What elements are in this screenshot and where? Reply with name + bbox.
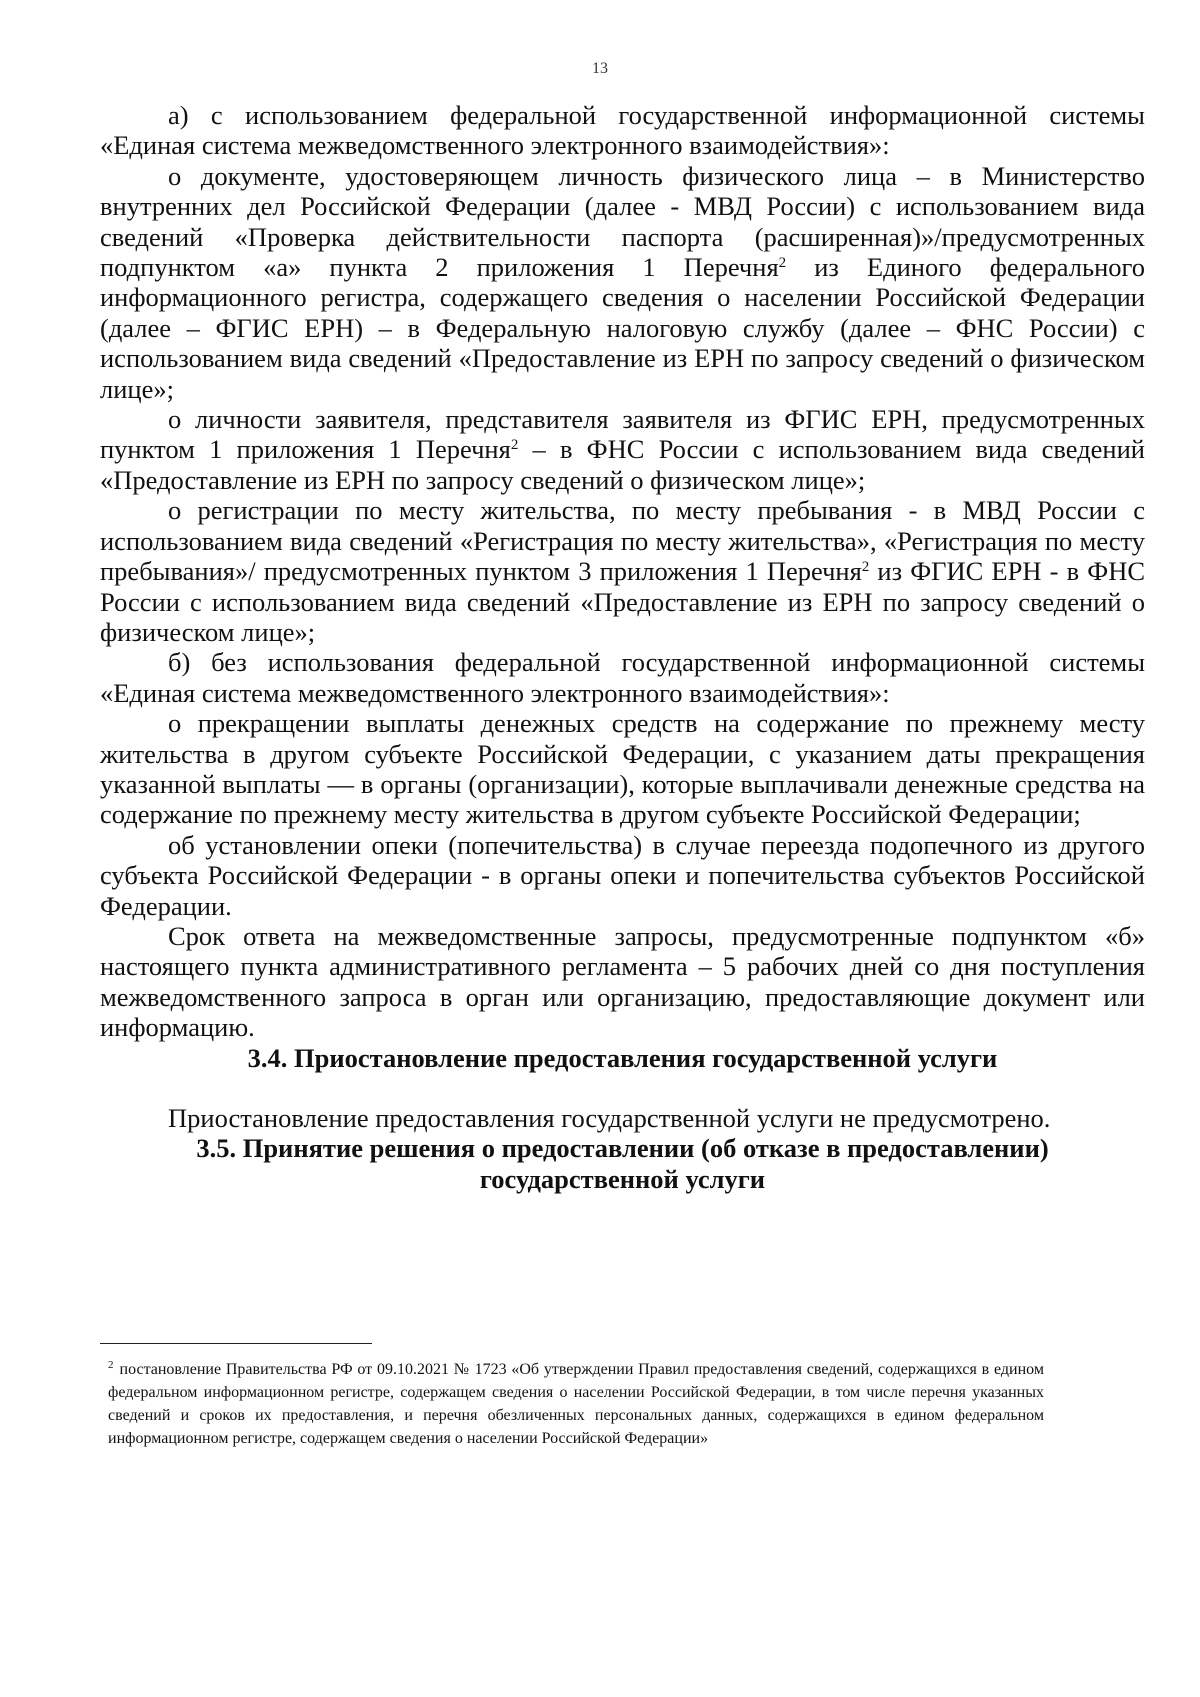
- section-heading-line: 3.5. Принятие решения о предоставлении (об отказе в предоставлении): [196, 1133, 1049, 1164]
- footnote-mark: 2: [108, 1359, 114, 1371]
- paragraph: Срок ответа на межведомственные запросы, предусмотренные подпунктом «б» настоящего пункта административного регламента – 5 рабочих дней со дня поступления межведомственного запроса в орган или организацию, предоставляющие документ или информацию.: [100, 920, 1145, 1043]
- section-heading-3-4: 3.4. Приостановление предоставления государственной услуги: [247, 1042, 998, 1073]
- section-paragraph: Приостановление предоставления государственной услуги не предусмотрено.: [168, 1103, 1051, 1133]
- paragraph: [100, 495, 1145, 647]
- paragraph: [100, 404, 1145, 495]
- paragraph-text: из Единого федерального информационного регистра, содержащего сведения о населении Российской Федерации (далее – ФГИС ЕРН) – в Федеральную налоговую службу (далее – ФНС России) с использованием вида сведений «Предоставление из ЕРН по запросу сведений о физическом лице»;: [100, 252, 1145, 404]
- page-number: 13: [592, 60, 608, 77]
- footnote-text: постановление Правительства РФ от 09.10.2021 № 1723 «Об утверждении Правил предоставления сведений, содержащихся в едином федеральном информационном регистре, содержащем сведения о населении Российской Федерации, в том числе перечня указанных сведений и сроков их предоставления, и перечня обезличенных персональных данных, содержащихся в едином федеральном информационном регистре, содержащем сведения о населении Российской Федерации»: [108, 1361, 1044, 1447]
- paragraph-text: о личности заявителя, представителя заявителя из ФГИС ЕРН, предусмотренных пунктом 1 приложения 1 Перечня: [100, 404, 1145, 465]
- paragraph-text: – в ФНС России с использованием вида сведений «Предоставление из ЕРН по запросу сведений о физическом лице»;: [100, 434, 1145, 495]
- body-text: [100, 100, 1145, 1194]
- paragraph: [100, 161, 1145, 404]
- footnote-reference: 2: [778, 255, 787, 272]
- paragraph-text: о регистрации по месту жительства, по месту пребывания - в МВД России с использованием вида сведений «Регистрация по месту жительства», «Регистрация по месту пребывания»/ предусмотренных пунктом 3 приложения 1 Перечня: [100, 495, 1145, 587]
- paragraph-text: из ФГИС ЕРН - в ФНС России с использованием вида сведений «Предоставление из ЕРН по запросу сведений о физическом лице»;: [100, 556, 1146, 647]
- paragraph-text: о документе, удостоверяющем личность физического лица – в Министерство внутренних дел Российской Федерации (далее - МВД России) с использованием вида сведений «Проверка действительности паспорта (расширенная)»/предусмотренных подпунктом «а» пункта 2 приложения 1 Перечня: [100, 160, 1145, 283]
- paragraph: о прекращении выплаты денежных средств на содержание по прежнему месту жительства в другом субъекте Российской Федерации, с указанием даты прекращения указанной выплаты — в органы (организации), которые выплачивали денежные средства на содержание по прежнему месту жительства в другом субъекте Российской Федерации;: [100, 708, 1145, 830]
- section-heading-3-5: [100, 1133, 1145, 1194]
- footnote-separator: [100, 1343, 372, 1344]
- paragraph: а) с использованием федеральной государственной информационной системы «Единая система межведомственного электронного взаимодействия»:: [100, 100, 1145, 161]
- section-heading-line: государственной услуги: [479, 1163, 766, 1194]
- footnote: [108, 1358, 1044, 1450]
- paragraph: б) без использования федеральной государственной информационной системы «Единая система межведомственного электронного взаимодействия»:: [100, 647, 1145, 708]
- footnote-reference: 2: [510, 437, 519, 454]
- footnote-reference: 2: [861, 559, 870, 576]
- paragraph: об установлении опеки (попечительства) в случае переезда подопечного из другого субъекта Российской Федерации - в органы опеки и попечительства субъектов Российской Федерации.: [100, 829, 1145, 921]
